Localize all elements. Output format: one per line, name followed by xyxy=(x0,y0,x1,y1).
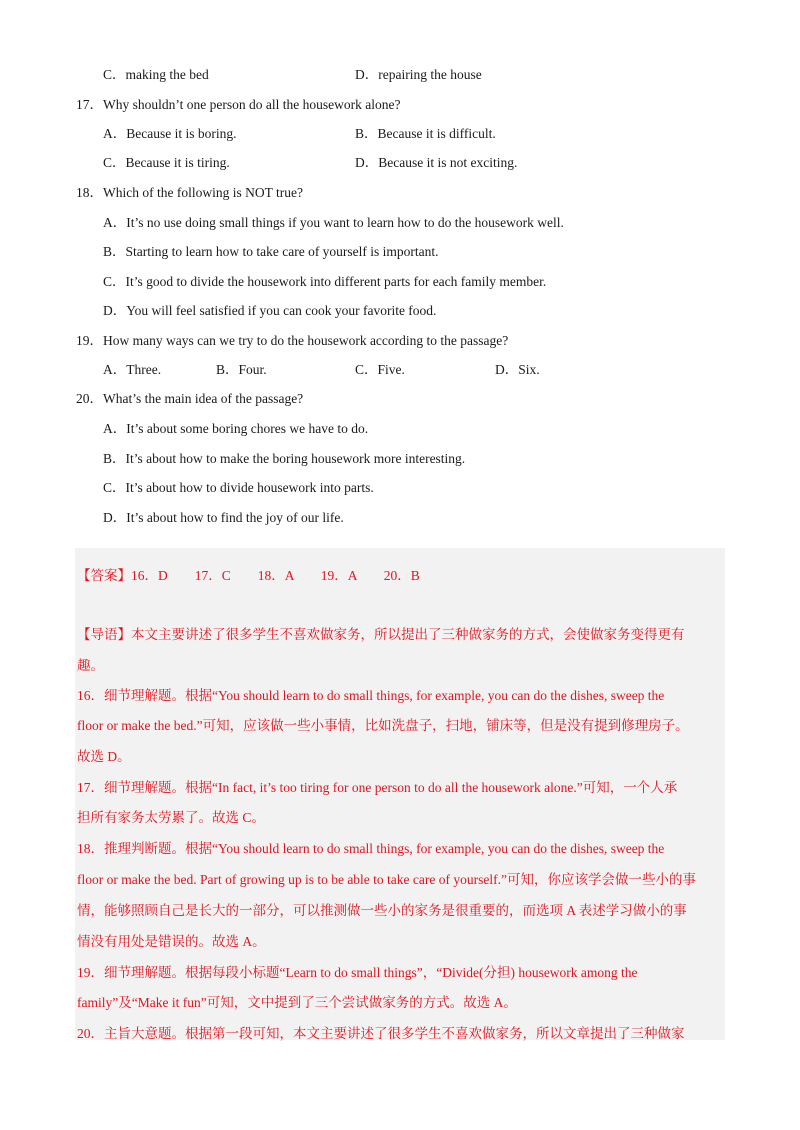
q20-option-a: A．It’s about some boring chores we have to do. xyxy=(103,421,369,436)
q19-option-a: A．Three. xyxy=(103,362,162,377)
explanation-18-line-1: 18．推理判断题。根据“You should learn to do small things, for example, you can do the dishes, sweep the xyxy=(77,841,665,856)
explanation-17-line-2: 担所有家务太劳累了。故选 C。 xyxy=(77,810,265,825)
explanation-19-line-1: 19．细节理解题。根据每段小标题“Learn to do small things”，“Divide(分担) housework among the xyxy=(77,965,638,980)
explanation-18-line-3: 情，能够照顾自己是长大的一部分，可以推测做一些小的家务是很重要的，而选项 A 表述学习做小的事 xyxy=(77,903,687,918)
explanation-18-line-4: 情没有用处是错误的。故选 A。 xyxy=(77,934,266,949)
q16-option-c: C．making the bed xyxy=(103,67,209,82)
q18-stem: 18．Which of the following is NOT true? xyxy=(76,185,303,200)
q16-option-d: D．repairing the house xyxy=(355,67,482,82)
explanation-19-line-2: family”及“Make it fun”可知，文中提到了三个尝试做家务的方式。故选 A。 xyxy=(77,995,517,1010)
q20-option-c: C．It’s about how to divide housework into parts. xyxy=(103,480,374,495)
q17-stem: 17．Why shouldn’t one person do all the housework alone? xyxy=(76,97,401,112)
explanation-16-line-2: floor or make the bed.”可知，应该做一些小事情，比如洗盘子，扫地，铺床等，但是没有提到修理房子。 xyxy=(77,718,689,733)
guide-text-line-1: 【导语】本文主要讲述了很多学生不喜欢做家务，所以提出了三种做家务的方式，会使做家务变得更有 xyxy=(77,627,685,642)
answer-key: 【答案】16．D 17．C 18．A 19．A 20．B xyxy=(77,568,420,583)
q19-option-b: B．Four. xyxy=(216,362,267,377)
explanation-18-line-2: floor or make the bed. Part of growing up is to be able to take care of yourself.”可知，你应该学会做一些小的事 xyxy=(77,872,696,887)
guide-text-line-2: 趣。 xyxy=(77,658,104,673)
q19-option-c: C．Five. xyxy=(355,362,405,377)
q20-option-d: D．It’s about how to find the joy of our life. xyxy=(103,510,344,525)
q17-option-d: D．Because it is not exciting. xyxy=(355,155,518,170)
q20-stem: 20．What’s the main idea of the passage? xyxy=(76,391,304,406)
q18-option-d: D．You will feel satisfied if you can cook your favorite food. xyxy=(103,303,437,318)
q19-option-d: D．Six. xyxy=(495,362,540,377)
q17-option-b: B．Because it is difficult. xyxy=(355,126,496,141)
explanation-20-line-1: 20．主旨大意题。根据第一段可知，本文主要讲述了很多学生不喜欢做家务，所以文章提出了三种做家 xyxy=(77,1026,685,1041)
q18-option-a: A．It’s no use doing small things if you want to learn how to do the housework well. xyxy=(103,215,564,230)
explanation-16-line-1: 16．细节理解题。根据“You should learn to do small things, for example, you can do the dishes, sweep the xyxy=(77,688,665,703)
q20-option-b: B．It’s about how to make the boring housework more interesting. xyxy=(103,451,466,466)
q18-option-b: B．Starting to learn how to take care of yourself is important. xyxy=(103,244,439,259)
q17-option-c: C．Because it is tiring. xyxy=(103,155,230,170)
q18-option-c: C．It’s good to divide the housework into different parts for each family member. xyxy=(103,274,547,289)
explanation-16-line-3: 故选 D。 xyxy=(77,749,131,764)
q17-option-a: A．Because it is boring. xyxy=(103,126,237,141)
q19-stem: 19．How many ways can we try to do the housework according to the passage? xyxy=(76,333,509,348)
explanation-17-line-1: 17．细节理解题。根据“In fact, it’s too tiring for one person to do all the housework alone.”可知，一个人承 xyxy=(77,780,678,795)
